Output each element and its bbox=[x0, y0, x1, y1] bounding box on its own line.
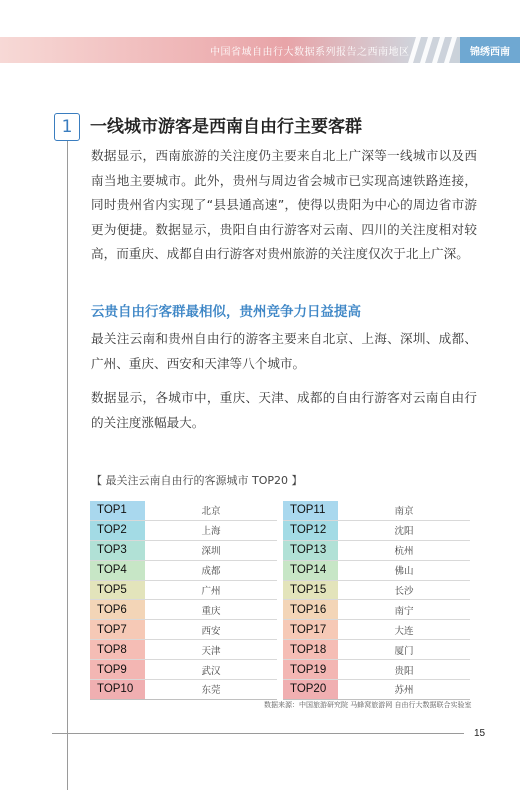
city-cell: 深圳 bbox=[201, 546, 221, 558]
data-source-note: 数据来源：中国旅游研究院 马蜂窝旅游网 自由行大数据联合实验室 bbox=[264, 701, 472, 709]
table-row bbox=[283, 520, 470, 540]
city-cell: 大连 bbox=[394, 625, 414, 637]
table-row bbox=[90, 540, 277, 560]
paragraph-top-cities: 最关注云南和贵州自由行的游客主要来自北京、上海、深圳、成都、广州、重庆、西安和天津等八个城市。 bbox=[91, 331, 477, 371]
city-cell: 重庆 bbox=[201, 605, 221, 617]
table-row bbox=[90, 600, 277, 620]
rank-cell: TOP6 bbox=[90, 600, 145, 620]
rank-cell: TOP17 bbox=[283, 620, 338, 640]
table-row bbox=[90, 620, 277, 640]
table-row bbox=[90, 580, 277, 600]
table-row bbox=[90, 640, 277, 660]
rank-cell: TOP16 bbox=[283, 600, 338, 620]
table-row bbox=[283, 620, 470, 640]
left-margin-rule bbox=[67, 130, 68, 790]
rank-cell: TOP9 bbox=[90, 660, 145, 680]
city-cell: 贵阳 bbox=[394, 665, 414, 677]
city-cell: 广州 bbox=[201, 586, 221, 597]
rank-cell: TOP4 bbox=[90, 560, 145, 580]
city-cell: 厦门 bbox=[394, 645, 414, 657]
paragraph-growth: 数据显示，各城市中，重庆、天津、成都的自由行游客对云南自由行的关注度涨幅最大。 bbox=[91, 390, 477, 430]
rank-cell: TOP14 bbox=[283, 560, 338, 580]
rank-cell: TOP13 bbox=[283, 540, 338, 560]
city-cell: 苏州 bbox=[394, 685, 414, 697]
city-cell: 南宁 bbox=[394, 605, 414, 617]
rank-cell: TOP8 bbox=[90, 640, 145, 660]
rank-cell: TOP18 bbox=[283, 640, 338, 660]
paragraph-intro: 数据显示，西南旅游的关注度仍主要来自北上广深等一线城市以及西南当地主要城市。此外，贵州与周边省会城市已实现高速铁路连接，同时贵州省内实现了“县县通高速”，使得以贵阳为中心的周边省市游更为便捷。数据显示，贵阳自由行游客对云南、四川的关注度相对较高，而重庆、成都自由行游客对贵州旅游的关注度仅次于北上广深。 bbox=[91, 148, 477, 261]
footer-rule bbox=[52, 733, 464, 734]
city-cell: 佛山 bbox=[394, 566, 414, 578]
table-row bbox=[90, 501, 277, 520]
rank-cell: TOP10 bbox=[90, 680, 145, 700]
city-cell: 南京 bbox=[394, 506, 414, 518]
city-cell: 武汉 bbox=[201, 665, 221, 677]
table-row bbox=[283, 580, 470, 600]
table-row bbox=[283, 660, 470, 680]
section-number-badge: 1 bbox=[54, 113, 80, 141]
city-cell: 天津 bbox=[201, 645, 221, 657]
section-heading: 一线城市游客是西南自由行主要客群 bbox=[90, 117, 362, 137]
header-section-label: 锦绣西南 bbox=[460, 37, 520, 63]
city-cell: 杭州 bbox=[394, 546, 414, 558]
city-cell: 沈阳 bbox=[394, 526, 414, 538]
city-cell: 成都 bbox=[201, 566, 221, 578]
table-row bbox=[90, 660, 277, 680]
table-row bbox=[283, 501, 470, 520]
header-stripes bbox=[404, 37, 460, 63]
table-row bbox=[283, 560, 470, 580]
rank-cell: TOP2 bbox=[90, 520, 145, 540]
city-cell: 北京 bbox=[201, 506, 221, 518]
city-cell: 长沙 bbox=[394, 586, 414, 597]
table-row bbox=[90, 680, 277, 700]
table-caption: 【 最关注云南自由行的客源城市 TOP20 】 bbox=[91, 474, 303, 487]
city-cell: 上海 bbox=[201, 526, 221, 538]
rank-cell: TOP15 bbox=[283, 580, 338, 600]
ranking-table-right bbox=[283, 501, 470, 700]
rank-cell: TOP20 bbox=[283, 680, 338, 700]
rank-cell: TOP3 bbox=[90, 540, 145, 560]
city-cell: 东莞 bbox=[201, 685, 221, 697]
subheading: 云贵自由行客群最相似，贵州竞争力日益提高 bbox=[91, 304, 361, 320]
table-row bbox=[283, 540, 470, 560]
table-row bbox=[90, 560, 277, 580]
rank-cell: TOP1 bbox=[90, 501, 145, 520]
table-row bbox=[283, 600, 470, 620]
page-number: 15 bbox=[474, 728, 486, 739]
rank-cell: TOP19 bbox=[283, 660, 338, 680]
header-title: 中国省域自由行大数据系列报告之西南地区 bbox=[210, 47, 410, 58]
table-row bbox=[283, 680, 470, 700]
rank-cell: TOP7 bbox=[90, 620, 145, 640]
rank-cell: TOP11 bbox=[283, 501, 338, 520]
table-row bbox=[90, 520, 277, 540]
table-row bbox=[283, 640, 470, 660]
ranking-table-left bbox=[90, 501, 277, 700]
rank-cell: TOP5 bbox=[90, 580, 145, 600]
city-cell: 西安 bbox=[201, 625, 221, 637]
rank-cell: TOP12 bbox=[283, 520, 338, 540]
